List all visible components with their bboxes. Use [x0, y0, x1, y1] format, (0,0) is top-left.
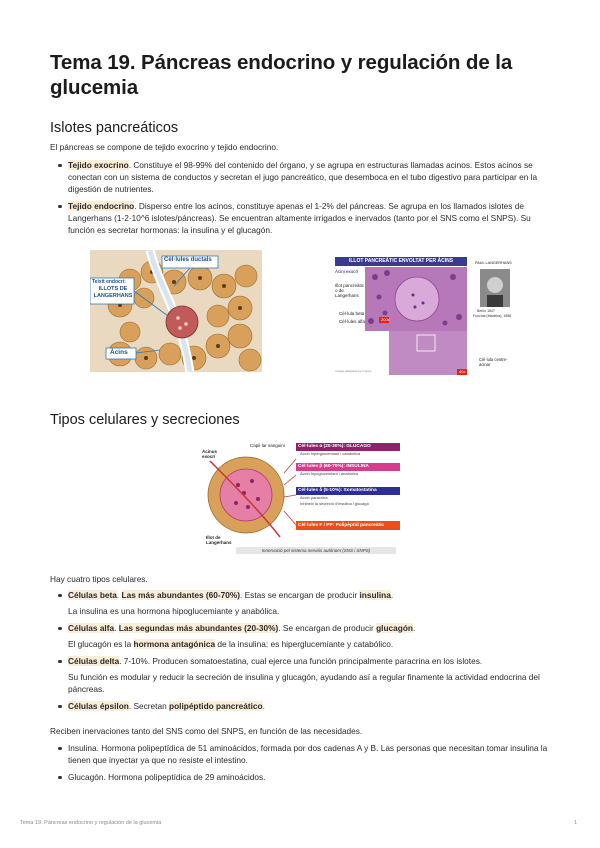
- label-centre: Cèl·lula centre-acinar: [479, 357, 508, 367]
- hormones-list: [56, 742, 556, 788]
- label-acins: Àcins: [110, 349, 128, 356]
- box-delta-line1: Acció paracrina: [300, 495, 328, 500]
- label-teixit: Teixit endocrí:: [92, 279, 126, 285]
- label-acini: Àcini exocrí: [335, 269, 359, 274]
- list-item-epsilon: Células épsilon. Secretan polipéptido pancreático.: [56, 700, 556, 712]
- box-alpha: [296, 443, 400, 457]
- tissue-list: [56, 159, 556, 241]
- term-exocrine: Tejido exocrino: [68, 160, 129, 170]
- cell-types-list: [56, 589, 556, 717]
- box-beta-line: Acció hipoglucemiant i anabòlica: [300, 471, 359, 476]
- delta-subtext: Su función es modular y reducir la secreción de insulina y glucagón, ayudando así a regular finamente la actividad endocrina del páncreas.: [68, 672, 540, 694]
- label-cellula-alfa: Cèl·lules alfa: [339, 319, 366, 324]
- box-alpha-title: Cèl·lules α (20-30%): GLUCAGO: [296, 443, 400, 451]
- portrait-dates: Berlín 1847: [477, 309, 495, 313]
- label-illots: ILLOTS DE LANGERHANS: [93, 286, 133, 299]
- list-item-beta: Células beta. Las más abundantes (60-70%). Estas se encargan de producir insulina. La insulina es una hormona hipoglucemiante y anabólica.: [56, 589, 556, 617]
- mag-200: 200x: [381, 317, 390, 322]
- page-title: Tema 19. Páncreas endocrino y regulación de la glucemia: [50, 51, 513, 99]
- label-islot-langerhans: Illot de Langerhans: [206, 535, 232, 545]
- page-number: 1: [574, 820, 578, 826]
- box-beta-title: Cèl·lules β (60-70%): INSULINA: [296, 463, 400, 471]
- list-item-exocrine: Tejido exocrino. Constituye el 98-99% del contenido del órgano, y se agrupa en estructuras llamadas acinos. Estos acinos se conectan con un sistema de conductos y secretan el jugo pancreático, que desemboca en el tubo digestivo para participar en la digestión de nutrientes.: [56, 159, 556, 195]
- beta-subtext: La insulina es una hormona hipoglucemiante y anabólica.: [68, 606, 280, 616]
- portrait-name: PAUL LANGERHANS: [475, 261, 512, 265]
- figure-caption: Innervació pel sistema nerviós autònom (SNS i SNPS): [236, 547, 396, 554]
- box-pp: [296, 521, 400, 530]
- label-capillary: Capil·lar sanguini: [250, 443, 285, 448]
- mag-40: 40x: [459, 369, 466, 374]
- histology-credit: Imatge adaptada per l'autor: [335, 369, 372, 373]
- section-heading-tipos: Tipos celulares y secreciones: [50, 412, 240, 428]
- box-delta-title: Cèl·lules δ (5-10%): Somatostatina: [296, 487, 400, 495]
- box-delta-line2: Inhibeix la secreció d'insulina i glucagó: [300, 500, 369, 506]
- list-item-delta: Células delta. 7-10%. Producen somatoestatina, cual ejerce una función principalmente paracrina en los islotes. Su función es modular y reducir la secreción de insulina y glucagón, ayudando así a regular finamente la actividad endocrina del páncreas.: [56, 655, 556, 695]
- section-heading-islotes: Islotes pancreáticos: [50, 120, 179, 136]
- section2-intro: Hay cuatro tipos celulares.: [50, 574, 148, 584]
- inervaciones-text: Reciben inervaciones tanto del SNS como del SNPS, en función de las necesidades.: [50, 726, 363, 736]
- term-endocrine: Tejido endocrino: [68, 201, 135, 211]
- figure-histology: [335, 257, 515, 377]
- box-delta: [296, 487, 400, 506]
- portrait-place: Funchal (Madeira), 1888: [473, 314, 512, 318]
- page-footer: Tema 19. Páncreas endocrino y regulación de la glucemia: [20, 820, 162, 826]
- label-acinus: Àcinus exocrí: [202, 449, 218, 459]
- label-islot: Illot pancreàtic o de Langerhans: [335, 283, 365, 298]
- label-cellula: Cèl·lula beta: [339, 311, 365, 316]
- figure-cell-types: [200, 441, 412, 557]
- section1-intro: El páncreas se compone de tejido exocrino y tejido endocrino.: [50, 142, 279, 152]
- alpha-subtext: El glucagón es la hormona antagónica de la insulina: es hiperglucemiante y catabólico.: [68, 639, 394, 649]
- figure-pancreas-tissue: [90, 250, 262, 372]
- list-item-endocrine: Tejido endocrino. Disperso entre los acinos, constituye apenas el 1-2% del páncreas. Se agrupa en los llamados islotes de Langerhans (1-2·10^6 islotes/páncreas). Se encuentran altamente irrigados e inervados (tanto por el SNS como el SNPS). Su función es secretar hormonas: la insulina y el glucagón.: [56, 200, 556, 236]
- label-ductal: Cèl·lules ductals: [164, 257, 212, 263]
- box-pp-title: Cèl·lules F / PP: Polipèptid pancreàtic: [296, 521, 400, 530]
- box-beta: [296, 463, 400, 477]
- list-item-glucagon: Glucagón. Hormona polipeptídica de 29 aminoácidos.: [56, 771, 556, 783]
- box-alpha-line: Acció hiperglucemiant i catabòlica: [300, 451, 361, 456]
- list-item-insulina: Insulina. Hormona polipeptídica de 51 aminoácidos, formada por dos cadenas A y B. Las personas que necesitan tomar insulina la tienen que inyectar ya que no resiste el intestino.: [56, 742, 556, 766]
- histology-header: ILLOT PANCREÀTIC ENVOLTAT PER ÀCINS: [335, 257, 467, 266]
- list-item-alpha: Células alfa. Las segundas más abundantes (20-30%). Se encargan de producir glucagón. El glucagón es la hormona antagónica de la insulina: es hiperglucemiante y catabólico.: [56, 622, 556, 650]
